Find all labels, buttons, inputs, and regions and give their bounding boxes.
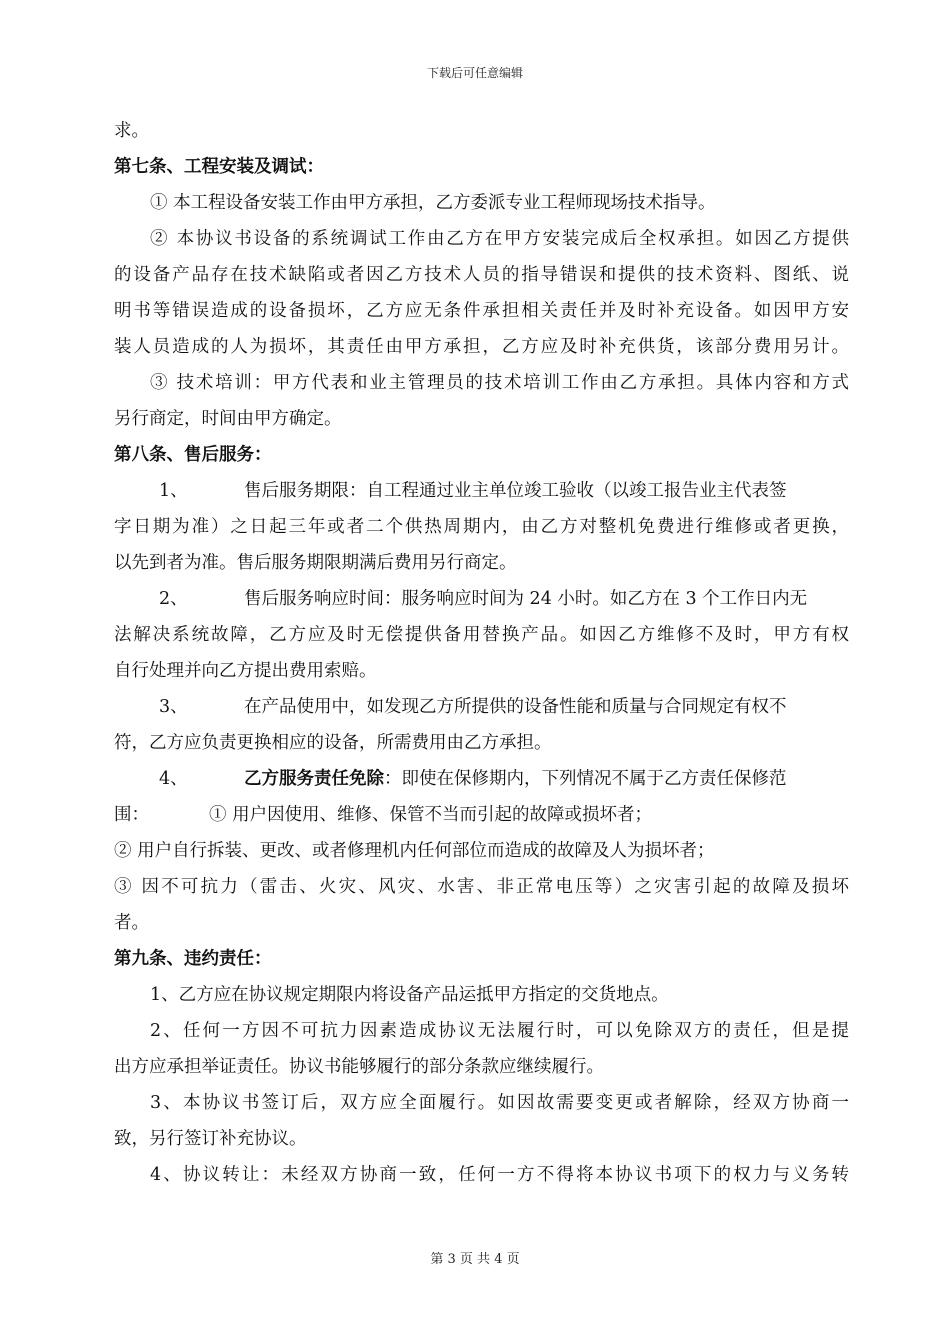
- item-number: 1、: [159, 481, 188, 501]
- text-line: 4、协议转让：未经双方协商一致，任何一方不得将本协议书项下的权力与义务转: [150, 1165, 849, 1185]
- text-line: 明书等错误造成的设备损坏，乙方应无条件承担相关责任并及时补充设备。如因甲方安: [114, 301, 849, 321]
- text-line: 1、乙方应在协议规定期限内将设备产品运抵甲方指定的交货地点。: [150, 985, 669, 1005]
- text-line: 法解决系统故障，乙方应及时无偿提供备用替换产品。如因乙方维修不及时，甲方有权: [114, 625, 849, 645]
- item-text: 售后服务期限：自工程通过业主单位竣工验收（以竣工报告业主代表签: [244, 481, 787, 501]
- text-line: 3、本协议书签订后，双方应全面履行。如因故需要变更或者解除，经双方协商一: [150, 1093, 849, 1113]
- text-line: ② 用户自行拆装、更改、或者修理机内任何部位而造成的故障及人为损坏者；: [114, 841, 715, 861]
- text-line: 字日期为准）之日起三年或者二个供热周期内，由乙方对整机免费进行维修或者更换，: [114, 517, 849, 537]
- text-line: 另行商定，时间由甲方确定。: [114, 409, 342, 429]
- document-body: [114, 113, 849, 1193]
- page-footer: 第 3 页 共 4 页: [430, 1252, 520, 1267]
- item-text: 在产品使用中，如发现乙方所提供的设备性能和质量与合同规定有权不: [244, 697, 787, 717]
- section-heading-9: 第九条、违约责任：: [114, 949, 272, 969]
- text-line: 2、任何一方因不可抗力因素造成协议无法履行时，可以免除双方的责任，但是提: [150, 1021, 849, 1041]
- text-line: ② 本协议书设备的系统调试工作由乙方在甲方安装完成后全权承担。如因乙方提供: [150, 229, 849, 249]
- text-line: 的设备产品存在技术缺陷或者因乙方技术人员的指导错误和提供的技术资料、图纸、说: [114, 265, 849, 285]
- item-number: 2、: [159, 589, 188, 609]
- item-bold-label: 乙方服务责任免除: [244, 769, 384, 789]
- text-line: 装人员造成的人为损坏，其责任由甲方承担，乙方应及时补充供货，该部分费用另计。: [114, 337, 849, 357]
- text-line: 以先到者为准。售后服务期限期满后费用另行商定。: [114, 553, 517, 573]
- text-line: 致，另行签订补充协议。: [114, 1129, 307, 1149]
- text-line: ③ 因不可抗力（雷击、火灾、风灾、水害、非正常电压等）之灾害引起的故障及损坏: [114, 877, 849, 897]
- text-line: [114, 797, 849, 833]
- item-number: 4、: [159, 769, 188, 789]
- text-line: 求。: [114, 121, 149, 141]
- item-text: 售后服务响应时间：服务响应时间为 24 小时。如乙方在 3 个工作日内无: [244, 589, 808, 609]
- text-line: 者。: [114, 913, 149, 933]
- item-text: ① 用户因使用、维修、保管不当而引起的故障或损坏者；: [209, 805, 653, 825]
- text-line: 符，乙方应负责更换相应的设备，所需费用由乙方承担。: [114, 733, 552, 753]
- item-text: ：即使在保修期内，下列情况不属于乙方责任保修范: [384, 769, 787, 789]
- section-heading-8: 第八条、售后服务：: [114, 445, 272, 465]
- text-line: ③ 技术培训：甲方代表和业主管理员的技术培训工作由乙方承担。具体内容和方式: [150, 373, 849, 393]
- text-line: ① 本工程设备安装工作由甲方承担，乙方委派专业工程师现场技术指导。: [150, 193, 716, 213]
- list-item-2: [114, 581, 849, 617]
- list-item-4: [114, 761, 849, 797]
- item-text: 围：: [114, 805, 149, 825]
- page-header: 下载后可任意编辑: [426, 66, 523, 80]
- list-item-3: [114, 689, 849, 725]
- item-number: 3、: [159, 697, 188, 717]
- text-line: 出方应承担举证责任。协议书能够履行的部分条款应继续履行。: [114, 1057, 604, 1077]
- section-heading-7: 第七条、工程安装及调试：: [114, 157, 324, 177]
- list-item-1: [114, 473, 849, 509]
- text-line: 自行处理并向乙方提出费用索赔。: [114, 661, 377, 681]
